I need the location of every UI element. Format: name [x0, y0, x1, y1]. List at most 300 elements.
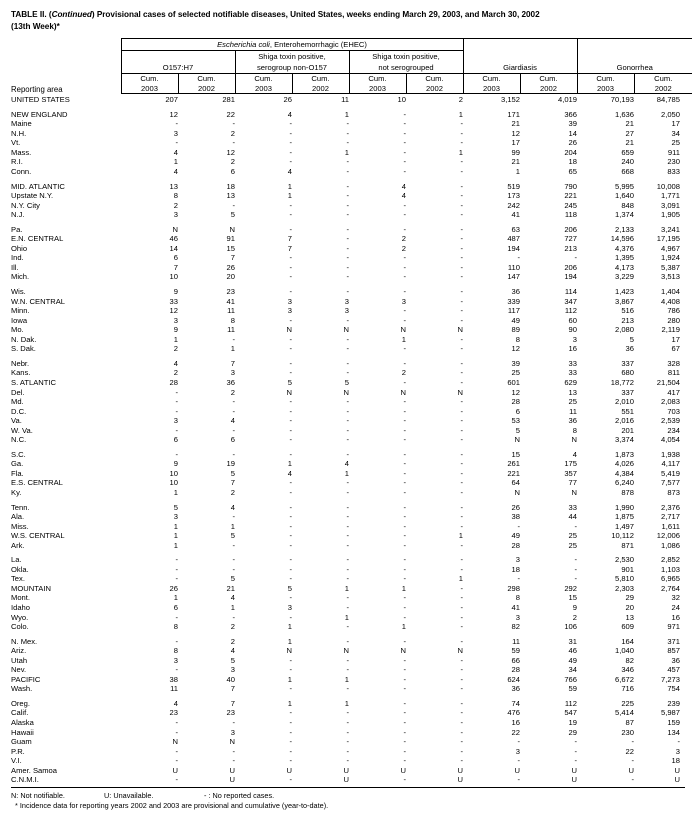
- row-value-cell: 4: [230, 502, 235, 512]
- row-value-cell: 680: [621, 368, 634, 378]
- row-value-cell: U: [172, 765, 178, 775]
- row-value-cell: 3,229: [614, 272, 634, 282]
- row-value-cell: 4: [230, 416, 235, 426]
- row-value-cell: -: [346, 397, 349, 407]
- row-value-cell: 3,152: [500, 95, 520, 105]
- row-value-cell: 7: [230, 253, 235, 263]
- table-row: [11, 344, 692, 354]
- row-area-label: Ariz.: [11, 646, 27, 656]
- table-row: [11, 656, 692, 666]
- row-value-cell: 15: [568, 593, 577, 603]
- header-cum-7: Cum.: [482, 74, 501, 83]
- row-value-cell: U: [674, 765, 680, 775]
- row-value-cell: -: [346, 243, 349, 253]
- footnote-incidence: [11, 801, 685, 811]
- row-value-cell: U: [343, 775, 349, 785]
- row-value-cell: 547: [564, 708, 577, 718]
- row-value-cell: 1: [173, 593, 178, 603]
- row-value-cell: 5,987: [660, 708, 680, 718]
- row-value-cell: -: [289, 512, 292, 522]
- row-value-cell: -: [460, 540, 463, 550]
- row-value-cell: -: [232, 512, 235, 522]
- row-value-cell: 457: [667, 665, 680, 675]
- row-value-cell: -: [232, 334, 235, 344]
- row-value-cell: 18: [671, 756, 680, 766]
- row-value-cell: -: [517, 521, 520, 531]
- row-value-cell: 2: [401, 243, 406, 253]
- header-cum-4: Cum.: [292, 74, 349, 84]
- table-row: [11, 407, 692, 417]
- row-value-cell: 4: [572, 449, 577, 459]
- row-value-cell: 2,010: [614, 397, 634, 407]
- row-value-cell: -: [232, 612, 235, 622]
- header-group-notsero-l1: Shiga toxin positive,: [349, 51, 463, 63]
- row-value-cell: -: [403, 358, 406, 368]
- note-dash: - : No reported cases.: [204, 790, 275, 800]
- row-value-cell: 173: [507, 191, 520, 201]
- row-value-cell: 206: [564, 224, 577, 234]
- row-value-cell: 4: [173, 167, 178, 177]
- row-value-cell: -: [403, 167, 406, 177]
- row-value-cell: 7,273: [660, 674, 680, 684]
- row-value-cell: 230: [667, 157, 680, 167]
- header-cum-5: Cum.: [349, 74, 406, 84]
- row-value-cell: -: [175, 138, 178, 148]
- row-value-cell: 1: [173, 487, 178, 497]
- row-value-cell: -: [289, 262, 292, 272]
- row-value-cell: 49: [568, 655, 577, 665]
- table-row: [11, 747, 692, 757]
- table-row: [11, 478, 692, 488]
- row-value-cell: -: [460, 636, 463, 646]
- row-value-cell: 74: [511, 698, 520, 708]
- row-value-cell: -: [289, 128, 292, 138]
- header-year-2: 2002: [178, 84, 235, 94]
- row-value-cell: 629: [564, 377, 577, 387]
- row-value-cell: -: [631, 756, 634, 766]
- row-value-cell: N: [343, 325, 349, 335]
- row-value-cell: -: [460, 622, 463, 632]
- row-value-cell: 23: [169, 708, 178, 718]
- row-value-cell: 516: [621, 306, 634, 316]
- row-value-cell: 14,596: [610, 234, 634, 244]
- row-value-cell: -: [403, 147, 406, 157]
- row-value-cell: 1: [287, 698, 292, 708]
- row-value-cell: -: [460, 746, 463, 756]
- row-value-cell: 106: [564, 622, 577, 632]
- row-value-cell: 3: [401, 296, 406, 306]
- row-value-cell: 5,414: [614, 708, 634, 718]
- table-row: [11, 522, 692, 532]
- row-value-cell: -: [574, 737, 577, 747]
- row-area-label: Alaska: [11, 718, 34, 727]
- row-value-cell: 16: [671, 612, 680, 622]
- row-value-cell: 754: [667, 684, 680, 694]
- table-row: [11, 157, 692, 167]
- row-value-cell: -: [289, 435, 292, 445]
- row-value-cell: -: [403, 636, 406, 646]
- table-row: [11, 665, 692, 675]
- row-value-cell: 36: [511, 684, 520, 694]
- row-value-cell: -: [460, 262, 463, 272]
- footnote-text: Incidence data for reporting years 2002 and 2003 are provisional and cumulative (year-to-date).: [19, 801, 329, 811]
- row-value-cell: U: [229, 775, 235, 785]
- row-value-cell: 65: [568, 167, 577, 177]
- row-value-cell: 207: [165, 95, 178, 105]
- row-value-cell: -: [460, 296, 463, 306]
- row-value-cell: -: [232, 449, 235, 459]
- row-value-cell: -: [289, 708, 292, 718]
- row-value-cell: -: [517, 737, 520, 747]
- row-area-label: Utah: [11, 655, 28, 665]
- row-value-cell: 551: [621, 406, 634, 416]
- row-value-cell: -: [346, 157, 349, 167]
- row-value-cell: -: [232, 718, 235, 727]
- row-value-cell: 1,404: [660, 287, 680, 297]
- row-value-cell: -: [460, 306, 463, 316]
- row-value-cell: 2,376: [660, 502, 680, 512]
- row-value-cell: -: [346, 665, 349, 675]
- row-value-cell: 32: [671, 593, 680, 603]
- row-value-cell: -: [460, 128, 463, 138]
- row-value-cell: 2,717: [660, 512, 680, 522]
- row-value-cell: 4: [287, 109, 292, 119]
- row-value-cell: 22: [226, 109, 235, 119]
- table-row: [11, 416, 692, 426]
- row-value-cell: 46: [568, 646, 577, 656]
- row-value-cell: -: [403, 708, 406, 718]
- row-area-label: Maine: [11, 119, 32, 129]
- row-value-cell: 26: [226, 262, 235, 272]
- row-value-cell: -: [460, 502, 463, 512]
- row-value-cell: 44: [568, 512, 577, 522]
- row-value-cell: 2: [458, 95, 463, 105]
- row-value-cell: 5: [287, 583, 292, 593]
- row-value-cell: 27: [625, 128, 634, 138]
- header-year-9: 2003: [577, 84, 634, 94]
- row-value-cell: 53: [511, 416, 520, 426]
- header-blank-giardiasis-2: [463, 51, 577, 63]
- row-value-cell: -: [289, 555, 292, 565]
- header-group-o157h7: O157:H7: [121, 62, 235, 74]
- row-value-cell: 39: [568, 119, 577, 129]
- row-value-cell: 3: [344, 306, 349, 316]
- table-row: [11, 766, 692, 776]
- row-value-cell: -: [631, 775, 634, 785]
- row-value-cell: -: [460, 334, 463, 344]
- row-value-cell: U: [571, 765, 577, 775]
- row-value-cell: 7: [287, 234, 292, 244]
- row-value-cell: -: [289, 574, 292, 584]
- row-value-cell: 2: [173, 200, 178, 210]
- row-value-cell: -: [517, 775, 520, 785]
- row-value-cell: 4,054: [660, 435, 680, 445]
- row-value-cell: -: [175, 387, 178, 397]
- row-value-cell: 36: [226, 377, 235, 387]
- row-value-cell: 347: [564, 296, 577, 306]
- row-value-cell: N: [229, 737, 235, 747]
- row-value-cell: 22: [625, 746, 634, 756]
- row-value-cell: U: [457, 775, 463, 785]
- row-area-label: Nev.: [11, 665, 27, 675]
- header-cum-9: Cum.: [577, 74, 634, 84]
- header-blank-giardiasis-top: [463, 39, 577, 51]
- row-area-label: R.I.: [11, 157, 23, 167]
- row-value-cell: -: [460, 564, 463, 574]
- row-value-cell: 77: [568, 478, 577, 488]
- row-value-cell: 206: [564, 262, 577, 272]
- row-area-label: Tenn.: [11, 502, 30, 512]
- row-value-cell: -: [460, 358, 463, 368]
- row-value-cell: 3,513: [660, 272, 680, 282]
- row-value-cell: 1,873: [614, 449, 634, 459]
- row-value-cell: -: [403, 416, 406, 426]
- row-value-cell: 3: [344, 296, 349, 306]
- row-value-cell: -: [175, 727, 178, 737]
- row-value-cell: -: [289, 138, 292, 148]
- row-value-cell: -: [460, 167, 463, 177]
- header-group-nono157-l1: Shiga toxin positive,: [235, 51, 349, 63]
- row-value-cell: -: [460, 234, 463, 244]
- row-value-cell: 3: [230, 665, 235, 675]
- row-value-cell: -: [346, 287, 349, 297]
- row-value-cell: -: [460, 416, 463, 426]
- table-row: [11, 272, 692, 282]
- row-area-label: Fla.: [11, 468, 24, 478]
- row-value-cell: -: [289, 449, 292, 459]
- row-value-cell: 25: [568, 531, 577, 541]
- row-value-cell: 19: [568, 718, 577, 727]
- row-value-cell: 82: [625, 655, 634, 665]
- row-value-cell: -: [346, 167, 349, 177]
- row-area-label: Ark.: [11, 540, 25, 550]
- row-value-cell: -: [289, 253, 292, 263]
- row-value-cell: 5,387: [660, 262, 680, 272]
- row-value-cell: 13: [169, 181, 178, 191]
- row-value-cell: 84,785: [656, 95, 680, 105]
- row-value-cell: 1,938: [660, 449, 680, 459]
- row-area-label: UNITED STATES: [11, 95, 70, 105]
- row-value-cell: 873: [667, 487, 680, 497]
- table-row: [11, 728, 692, 738]
- header-year-7: 2003: [463, 84, 520, 94]
- row-value-cell: -: [403, 655, 406, 665]
- row-value-cell: 25: [568, 397, 577, 407]
- row-value-cell: 4,117: [661, 459, 680, 469]
- row-value-cell: -: [289, 425, 292, 435]
- row-value-cell: -: [460, 449, 463, 459]
- row-area-label: S. ATLANTIC: [11, 377, 57, 387]
- row-value-cell: 2: [230, 387, 235, 397]
- row-value-cell: -: [346, 334, 349, 344]
- row-value-cell: -: [574, 746, 577, 756]
- row-area-label: W.N. CENTRAL: [11, 296, 66, 306]
- row-value-cell: 3: [230, 368, 235, 378]
- row-value-cell: 6,965: [660, 574, 680, 584]
- row-area-label: Guam: [11, 737, 32, 747]
- table-row: [11, 244, 692, 254]
- row-value-cell: -: [289, 540, 292, 550]
- header-year-5: 2003: [349, 84, 406, 94]
- table-row: [11, 335, 692, 345]
- row-value-cell: 20: [625, 602, 634, 612]
- row-value-cell: -: [460, 718, 463, 727]
- header-cum-6: Cum.: [406, 74, 463, 84]
- row-area-label: Mich.: [11, 272, 30, 282]
- row-value-cell: -: [346, 478, 349, 488]
- row-value-cell: 9: [173, 287, 178, 297]
- row-value-cell: 1,497: [614, 521, 634, 531]
- table-row: [11, 225, 692, 235]
- row-value-cell: 31: [568, 636, 577, 646]
- row-value-cell: 5: [515, 425, 520, 435]
- row-value-cell: 175: [564, 459, 577, 469]
- row-value-cell: -: [403, 564, 406, 574]
- row-area-label: Vt.: [11, 138, 21, 148]
- row-value-cell: -: [346, 655, 349, 665]
- row-area-label: Wis.: [11, 287, 26, 297]
- row-value-cell: -: [403, 315, 406, 325]
- row-value-cell: 1: [287, 459, 292, 469]
- row-value-cell: -: [403, 128, 406, 138]
- row-value-cell: -: [289, 655, 292, 665]
- row-area-label: E.S. CENTRAL: [11, 478, 63, 488]
- row-value-cell: U: [628, 765, 634, 775]
- table-row: [11, 469, 692, 479]
- row-value-cell: -: [460, 344, 463, 354]
- row-value-cell: -: [289, 593, 292, 603]
- row-value-cell: -: [175, 397, 178, 407]
- row-value-cell: -: [232, 756, 235, 766]
- row-value-cell: -: [175, 406, 178, 416]
- row-value-cell: -: [460, 708, 463, 718]
- row-value-cell: 36: [511, 287, 520, 297]
- row-value-cell: 171: [507, 109, 520, 119]
- row-value-cell: -: [289, 406, 292, 416]
- row-value-cell: -: [289, 531, 292, 541]
- header-group-notsero-l2: not serogrouped: [349, 62, 463, 74]
- row-value-cell: -: [460, 612, 463, 622]
- row-value-cell: -: [460, 698, 463, 708]
- row-value-cell: 7: [230, 478, 235, 488]
- row-value-cell: 1: [458, 574, 463, 584]
- table-row: [11, 94, 692, 105]
- table-row: [11, 297, 692, 307]
- row-value-cell: -: [346, 737, 349, 747]
- row-value-cell: -: [403, 674, 406, 684]
- row-value-cell: 5: [344, 377, 349, 387]
- row-value-cell: -: [460, 521, 463, 531]
- row-value-cell: -: [403, 718, 406, 727]
- row-value-cell: -: [232, 397, 235, 407]
- row-value-cell: -: [346, 425, 349, 435]
- row-value-cell: -: [346, 128, 349, 138]
- row-value-cell: 117: [507, 306, 520, 316]
- row-value-cell: -: [289, 334, 292, 344]
- row-value-cell: -: [460, 253, 463, 263]
- row-value-cell: 5: [287, 377, 292, 387]
- row-value-cell: 18: [226, 181, 235, 191]
- row-area-label: N.H.: [11, 128, 27, 138]
- row-value-cell: -: [346, 487, 349, 497]
- row-value-cell: 21: [625, 119, 634, 129]
- row-value-cell: -: [574, 555, 577, 565]
- row-value-cell: -: [232, 406, 235, 416]
- row-value-cell: -: [289, 287, 292, 297]
- row-value-cell: 3: [515, 555, 520, 565]
- row-area-label: Conn.: [11, 167, 32, 177]
- row-value-cell: 703: [667, 406, 680, 416]
- row-value-cell: 7: [230, 358, 235, 368]
- row-value-cell: 337: [621, 387, 634, 397]
- row-value-cell: 476: [507, 708, 520, 718]
- table-row: [11, 129, 692, 139]
- row-value-cell: 33: [568, 358, 577, 368]
- row-value-cell: 18: [511, 564, 520, 574]
- header-year-10: 2002: [634, 84, 692, 94]
- row-area-label: Upstate N.Y.: [11, 191, 54, 201]
- row-value-cell: 2,080: [614, 325, 634, 335]
- row-value-cell: 225: [621, 698, 634, 708]
- row-value-cell: 8: [572, 425, 577, 435]
- row-value-cell: -: [403, 210, 406, 220]
- notifiable-diseases-table: [11, 38, 692, 785]
- row-value-cell: -: [460, 287, 463, 297]
- row-value-cell: -: [403, 262, 406, 272]
- row-value-cell: -: [346, 727, 349, 737]
- row-value-cell: 2: [230, 128, 235, 138]
- row-value-cell: -: [346, 191, 349, 201]
- row-value-cell: -: [289, 665, 292, 675]
- row-value-cell: -: [403, 555, 406, 565]
- page-title: [11, 9, 685, 32]
- header-year-3: 2003: [235, 84, 292, 94]
- row-value-cell: 29: [625, 593, 634, 603]
- row-value-cell: 194: [564, 272, 577, 282]
- row-value-cell: -: [175, 718, 178, 727]
- row-value-cell: -: [346, 416, 349, 426]
- row-value-cell: 18: [568, 157, 577, 167]
- row-value-cell: -: [574, 574, 577, 584]
- row-value-cell: 1: [515, 167, 520, 177]
- row-value-cell: -: [403, 602, 406, 612]
- table-row: [11, 306, 692, 316]
- row-value-cell: 7: [287, 243, 292, 253]
- row-value-cell: -: [460, 602, 463, 612]
- row-value-cell: 3,867: [614, 296, 634, 306]
- row-value-cell: -: [460, 368, 463, 378]
- row-area-label: N.C.: [11, 435, 27, 445]
- row-value-cell: 4: [173, 698, 178, 708]
- row-area-label: Wyo.: [11, 612, 29, 622]
- row-value-cell: -: [346, 602, 349, 612]
- table-row: [11, 708, 692, 718]
- row-value-cell: 2,083: [660, 397, 680, 407]
- row-area-label: Nebr.: [11, 358, 30, 368]
- header-group-ehec: [121, 39, 463, 51]
- row-area-label: Mo.: [11, 325, 24, 335]
- row-value-cell: -: [403, 684, 406, 694]
- row-value-cell: 328: [667, 358, 680, 368]
- row-value-cell: 5: [173, 502, 178, 512]
- table-row: [11, 684, 692, 694]
- row-value-cell: 213: [564, 243, 577, 253]
- row-value-cell: N: [229, 224, 235, 234]
- row-area-label: Mont.: [11, 593, 30, 603]
- row-area-label: C.N.M.I.: [11, 775, 39, 785]
- row-value-cell: U: [571, 775, 577, 785]
- row-value-cell: 8: [173, 191, 178, 201]
